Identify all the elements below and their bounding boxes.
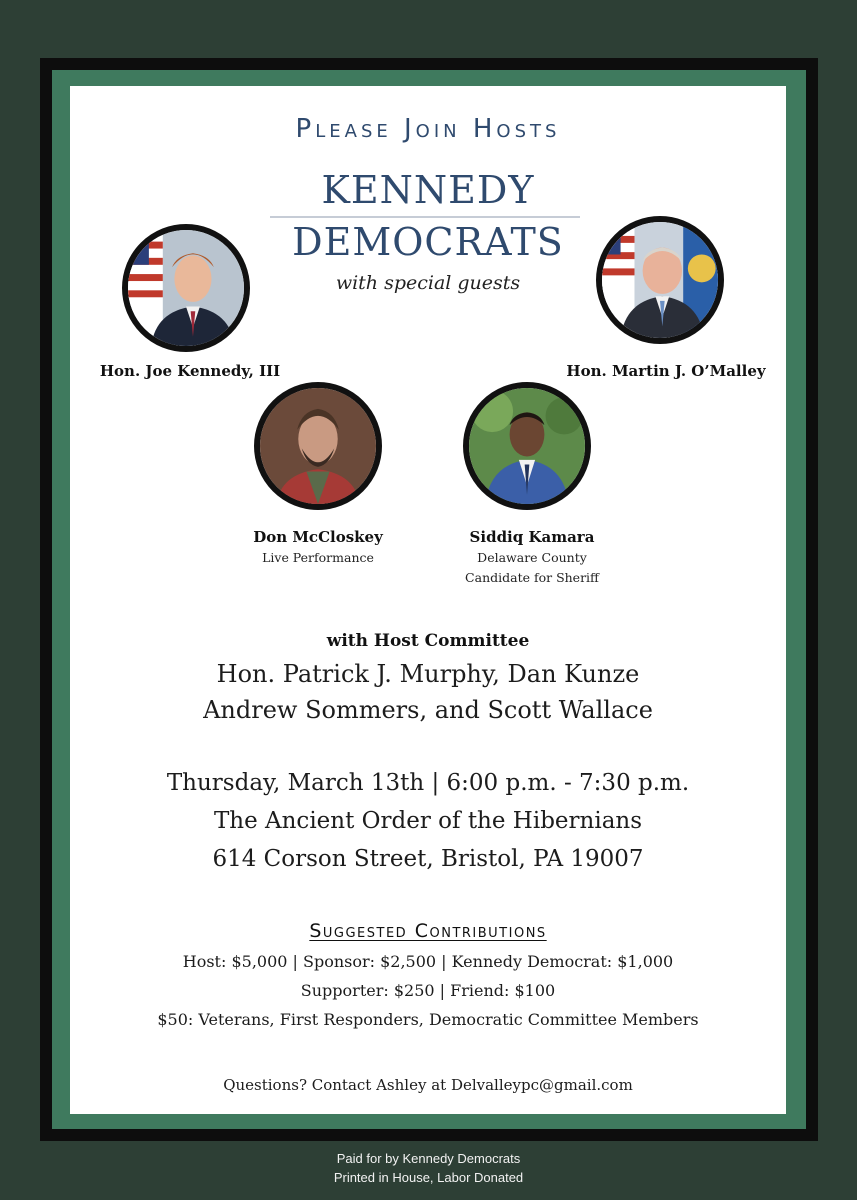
guest-name: Don McCloskey — [253, 528, 383, 546]
contribution-tier-line: $50: Veterans, First Responders, Democratic Committee Members — [157, 1010, 699, 1029]
invite-heading: Please Join Hosts — [295, 114, 561, 144]
event-address: 614 Corson Street, Bristol, PA 19007 — [212, 846, 644, 872]
guest-name: Siddiq Kamara — [469, 528, 595, 546]
invitation-card — [70, 86, 786, 1114]
guest-photo-kamara — [463, 382, 591, 510]
contact-line: Questions? Contact Ashley at Delvalleypc@gmail.com — [223, 1076, 633, 1094]
contribution-tier-line: Host: $5,000 | Sponsor: $2,500 | Kennedy Democrat: $1,000 — [182, 952, 674, 971]
guest-photo-kennedy — [122, 224, 250, 352]
brand-divider — [270, 216, 580, 218]
committee-line1: Hon. Patrick J. Murphy, Dan Kunze — [216, 660, 640, 688]
guest-photo-omalley — [596, 216, 724, 344]
guest-subtitle: Live Performance — [262, 550, 374, 565]
guest-photo-mccloskey — [254, 382, 382, 510]
contributions-title: Suggested Contributions — [309, 920, 547, 942]
guest-name: Hon. Joe Kennedy, III — [99, 362, 281, 380]
contribution-tier-line: Supporter: $250 | Friend: $100 — [300, 981, 556, 1000]
guest-name: Hon. Martin J. O’Malley — [566, 362, 766, 380]
committee-line2: Andrew Sommers, and Scott Wallace — [203, 696, 653, 724]
guest-subtitle-line1: Delaware County — [477, 550, 587, 565]
org-name-line1: KENNEDY — [321, 168, 535, 212]
guest-subtitle-line2: Candidate for Sheriff — [465, 570, 599, 585]
host-committee-label: with Host Committee — [326, 631, 530, 651]
disclaimer-line2: Printed in House, Labor Donated — [333, 1170, 524, 1185]
disclaimer-line1: Paid for by Kennedy Democrats — [336, 1151, 521, 1166]
event-venue: The Ancient Order of the Hibernians — [213, 808, 643, 834]
org-name-line2: DEMOCRATS — [292, 220, 564, 264]
event-datetime: Thursday, March 13th | 6:00 p.m. - 7:30 p.m. — [166, 770, 690, 796]
special-guests-label: with special guests — [335, 272, 521, 294]
